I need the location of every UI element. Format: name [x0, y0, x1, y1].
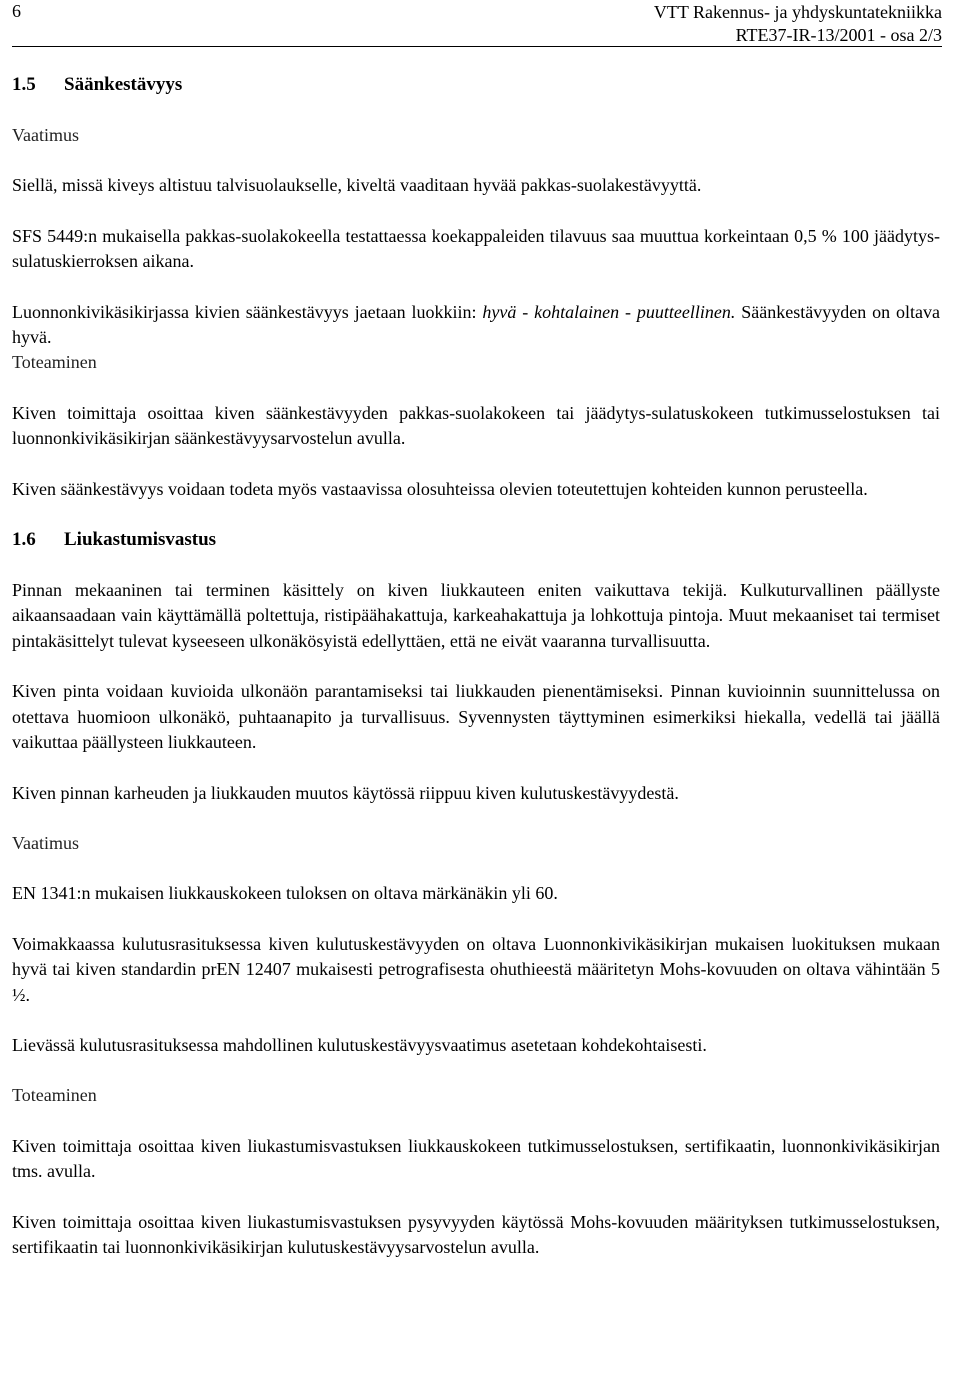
paragraph: Kiven pinta voidaan kuvioida ulkonäön parantamiseksi tai liukkauden pienentämiseksi. Pinnan kuvioinnin suunnittelussa on otettava huomioon ulkonäkö, puhtaanapito ja turvallisuus. Syvennysten täyttyminen esimerkiksi hiekalla, vedellä tai jäällä vaikuttaa päällysteen liukkauteen. — [12, 681, 940, 753]
requirement-label: Vaatimus — [12, 832, 79, 853]
page-content — [12, 72, 940, 1260]
paragraph: Siellä, missä kiveys altistuu talvisuolaukselle, kiveltä vaaditaan hyvää pakkas-suolakestävyyttä. — [12, 175, 702, 196]
requirement-label: Vaatimus — [12, 125, 79, 145]
paragraph: Kiven toimittaja osoittaa kiven säänkestävyyden pakkas-suolakokeen tai jäädytys-sulatuskokeen tutkimusselostuksen tai luonnonkivikäsikirjan säänkestävyysarvostelun avulla. — [12, 402, 940, 449]
paragraph: Kiven toimittaja osoittaa kiven liukastumisvastuksen liukkauskokeen tutkimusselostuksen, sertifikaatin, luonnonkivikäsikirjan tms. avulla. — [12, 1135, 940, 1182]
implementation-label: Toteaminen — [12, 352, 97, 373]
text-run: Luonnonkivikäsikirjassa kivien säänkestävyys jaetaan luokkiin: — [12, 301, 483, 322]
page-number: 6 — [12, 1, 21, 21]
header-org: VTT Rakennus- ja yhdyskuntatekniikka — [653, 2, 942, 22]
paragraph: EN 1341:n mukaisen liukkauskokeen tuloksen on oltava märkänäkin yli 60. — [12, 883, 558, 904]
section-heading-1-6 — [12, 527, 940, 553]
paragraph: Kiven toimittaja osoittaa kiven liukastumisvastuksen pysyvyyden käytössä Mohs-kovuuden määrityksen tutkimusselostuksen, sertifikaatin tai luonnonkivikäsikirjan kulutuskestävyysarvostelun avulla. — [12, 1211, 940, 1257]
section-title: Liukastumisvastus — [64, 529, 217, 551]
paragraph: Kiven pinnan karheuden ja liukkauden muutos käytössä riippuu kiven kulutuskestävyydestä. — [12, 782, 679, 803]
page-header — [12, 0, 942, 47]
paragraph: Kiven säänkestävyys voidaan todeta myös vastaavissa olosuhteissa olevien toteutettujen kohteiden kunnon perusteella. — [12, 478, 868, 499]
italic-classes: hyvä - kohtalainen - puutteellinen. — [482, 301, 736, 322]
header-report-id: RTE37-IR-13/2001 - osa 2/3 — [735, 25, 942, 45]
paragraph: Voimakkaassa kulutusrasituksessa kiven kulutuskestävyyden on oltava Luonnonkivikäsikirjan mukaisen luokituksen mukaan hyvä tai kiven standardin prEN 12407 mukaisesti petrografisesta ohuthieestä määritetyn Mohs-kovuuden on oltava vähintään 5 ½. — [12, 933, 940, 1005]
section-number: 1.5 — [12, 74, 36, 95]
section-title: Säänkestävyys — [64, 74, 183, 95]
paragraph: Pinnan mekaaninen tai terminen käsittely on kiven liukkauteen eniten vaikuttava tekijä. Kulkuturvallinen päällyste aikaansaadaan vain käyttämällä poltettuja, ristipäähakattuja, karkeahakattuja ja lohkottuja pintoja. Muut mekaaniset tai termiset pintakäsittelyt tulevat kyseeseen ulkonäkösyistä edellyttäen, että ne eivät vaaranna turvallisuutta. — [12, 580, 940, 651]
section-number: 1.6 — [12, 529, 36, 551]
text-run: Säänkestävyyden on oltava hyvä. — [12, 301, 940, 348]
header-right — [654, 1, 942, 47]
paragraph: Lievässä kulutusrasituksessa mahdollinen kulutuskestävyysvaatimus asetetaan kohdekohtaisesti. — [12, 1034, 707, 1055]
paragraph — [12, 300, 940, 351]
section-heading-1-5 — [12, 72, 940, 98]
paragraph: SFS 5449:n mukaisella pakkas-suolakokeella testattaessa koekappaleiden tilavuus saa muuttua korkeintaan 0,5 % 100 jäädytys-sulatuskierroksen aikana. — [12, 225, 940, 272]
implementation-label: Toteaminen — [12, 1085, 97, 1106]
